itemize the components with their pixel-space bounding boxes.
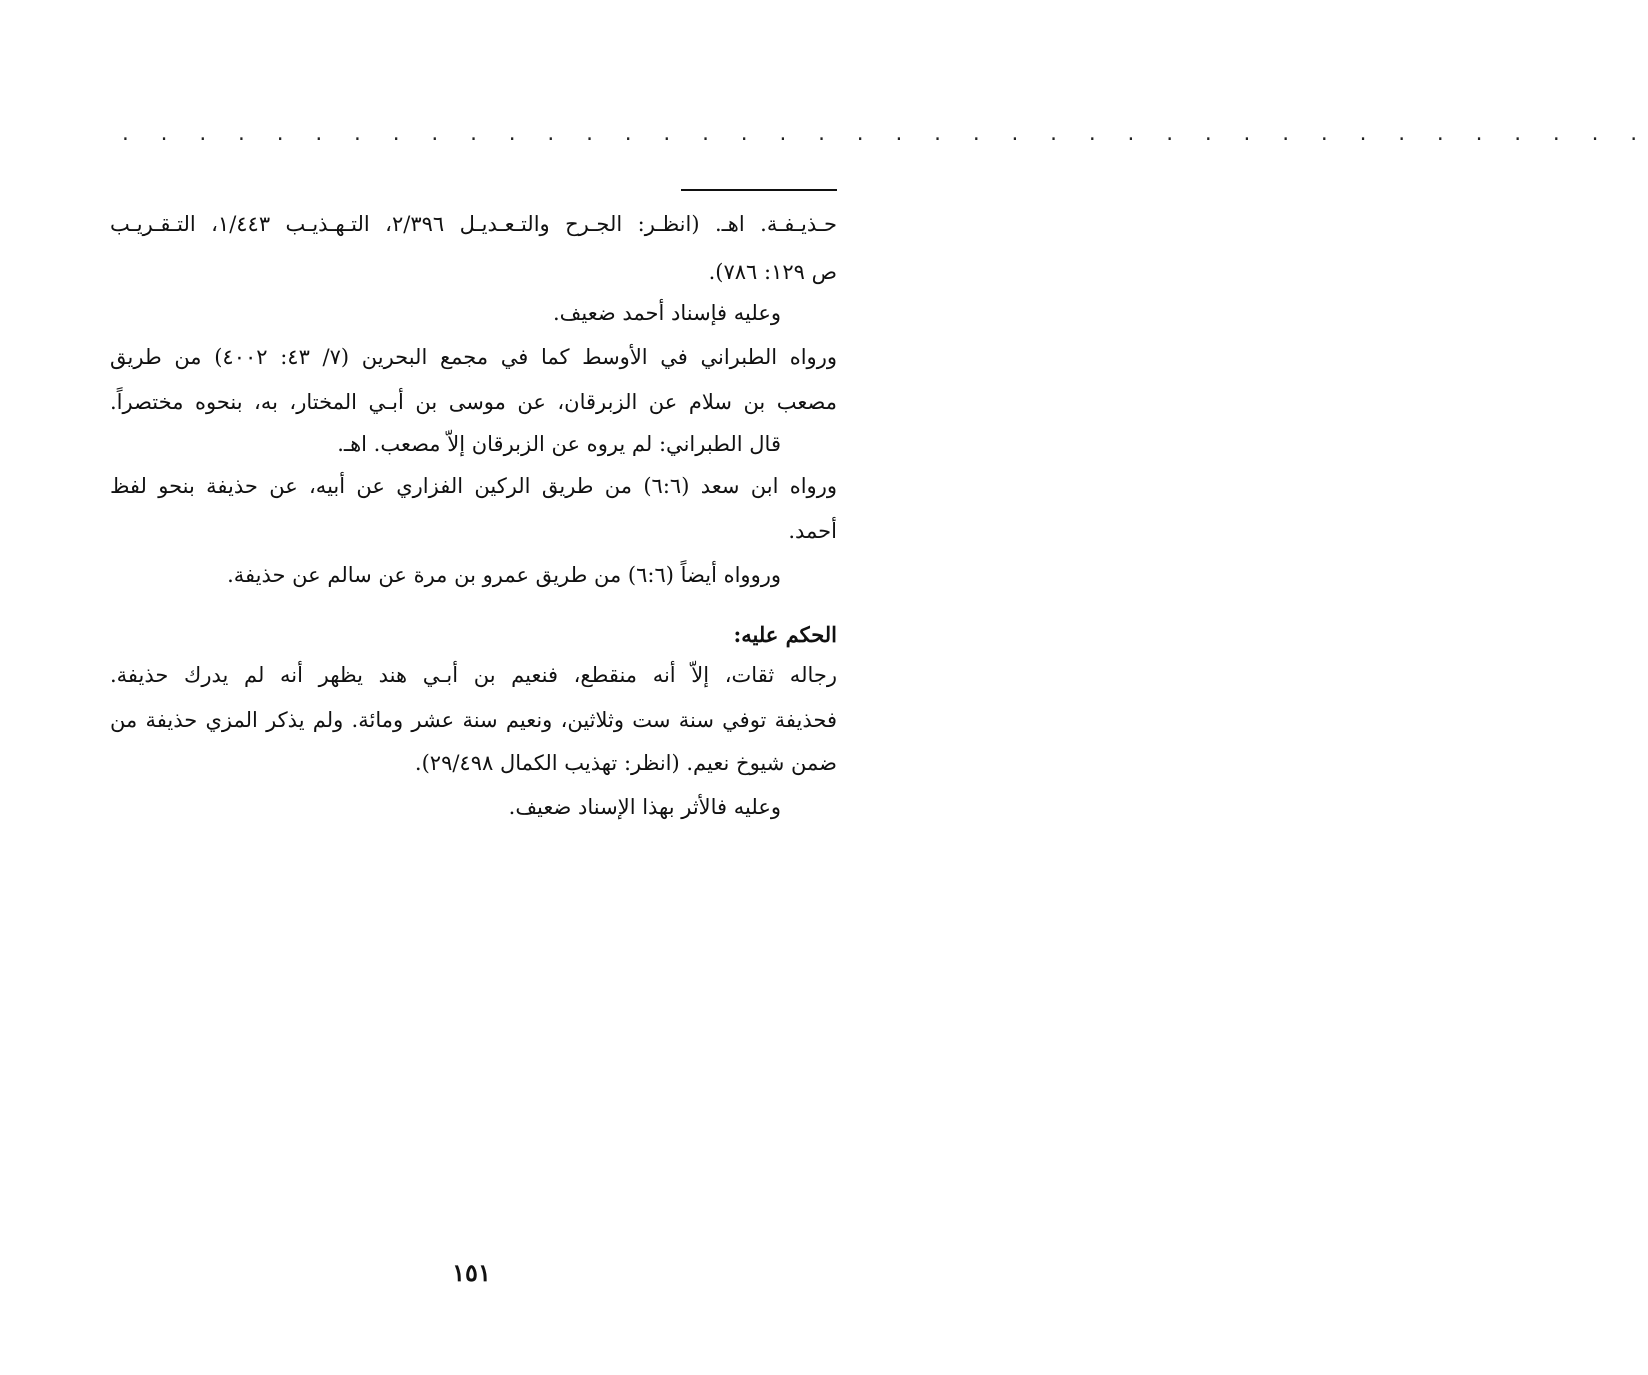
ruling-line-3: ضمن شيوخ نعيم. (انظر: تهذيب الكمال ٢٩/٤٩٨). (414, 751, 837, 775)
separator-dots: . . . . . . . . . . . . . . . . . . . . . . . . . . . . . . . . . . . . . . . . (120, 124, 1648, 145)
ruling-line-1: رجاله ثقات، إلاّ أنه منقطع، فنعيم بن أبـي هند يظهر أنه لم يدرك حذيفة. (110, 663, 837, 687)
footnote-rule (681, 189, 837, 191)
paragraph-4-line-2: أحمد. (788, 519, 837, 543)
paragraph-3: قال الطبراني: لم يروه عن الزبرقان إلاّ مصعب. اهـ. (337, 432, 781, 456)
paragraph-4-line-1: ورواه ابن سعد (٦:٦) من طريق الركين الفزاري عن أبيه، عن حذيفة بنحو لفظ (110, 474, 837, 498)
paragraph-2-line-2: مصعب بن سلام عن الزبرقان، عن موسى بن أبـي المختار، به، بنحوه مختصراً. (110, 390, 837, 414)
paragraph-5: وروواه أيضاً (٦:٦) من طريق عمرو بن مرة عن سالم عن حذيفة. (227, 563, 781, 587)
ruling-line-4: وعليه فالأثر بهذا الإسناد ضعيف. (508, 795, 781, 819)
page-number: ١٥١ (452, 1258, 491, 1287)
footnote-line-1: حـذيـفـة. اهـ. (انظـر: الجـرح والتـعـديـل ٢/٣٩٦، التـهـذيـب ١/٤٤٣، التـقـريـب (110, 212, 838, 236)
paragraph-2-line-1: ورواه الطبراني في الأوسط كما في مجمع البحرين (٧/ ٤٣: ٤٠٠٢) من طريق (110, 345, 837, 369)
ruling-heading: الحكم عليه: (733, 622, 837, 647)
footnote-line-2: ص ١٢٩: ٧٨٦). (708, 260, 837, 284)
paragraph-1: وعليه فإسناد أحمد ضعيف. (552, 301, 781, 325)
ruling-line-2: فحذيفة توفي سنة ست وثلاثين، ونعيم سنة عشر ومائة. ولم يذكر المزي حذيفة من (110, 708, 837, 732)
